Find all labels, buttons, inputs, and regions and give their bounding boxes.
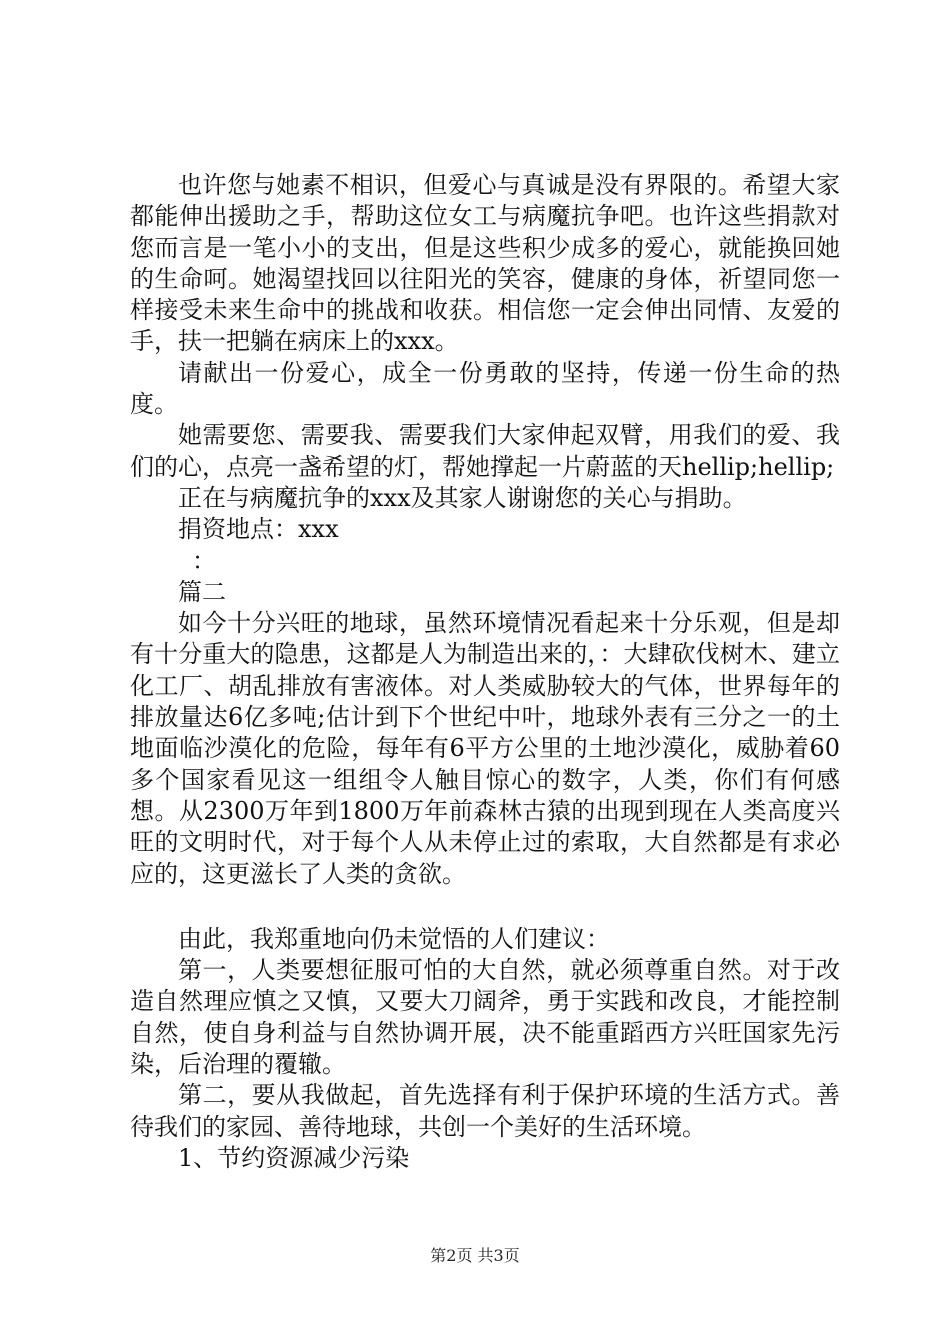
paragraph: 她需要您、需要我、需要我们大家伸起双臂，用我们的爱、我们的心，点亮一盏希望的灯，帮她撑起一片蔚蓝的天hellip;hellip; <box>130 421 840 481</box>
paragraph: 请献出一份爱心，成全一份勇敢的坚持，传递一份生命的热度。 <box>130 358 840 419</box>
list-item: 1、节约资源减少污染 <box>178 1143 410 1172</box>
paragraph: 捐资地点：xxx <box>178 515 339 544</box>
paragraph: 第一，人类要想征服可怕的大自然，就必须尊重自然。对于改造自然理应慎之又慎，又要大刀阔斧，勇于实践和改良，才能控制自然，使自身利益与自然协调开展，决不能重蹈西方兴旺国家先污染，后治理的覆辙。 <box>130 956 840 1079</box>
paragraph: 也许您与她素不相识，但爱心与真诚是没有界限的。希望大家都能伸出援助之手，帮助这位女工与病魔抗争吧。也许这些捐款对您而言是一笔小小的支出，但是这些积少成多的爱心，就能换回她的生命呵。她渴望找回以往阳光的笑容，健康的身体，祈望同您一样接受未来生命中的挑战和收获。相信您一定会伸出同情、友爱的手，扶一把躺在病床上的xxx。 <box>130 171 840 356</box>
paragraph: 由此，我郑重地向仍未觉悟的人们建议： <box>178 924 610 953</box>
paragraph: 如今十分兴旺的地球，虽然环境情况看起来十分乐观，但是却有十分重大的隐患，这都是人为制造出来的，：大肆砍伐树木、建立化工厂、胡乱排放有害液体。对人类威胁较大的气体，世界每年的排放量达6亿多吨;估计到下个世纪中叶，地球外表有三分之一的土地面临沙漠化的危险，每年有6平方公里的土地沙漠化，威胁着60多个国家看见这一组组令人触目惊心的数字，人类，你们有何感想。从2300万年到1800万年前森林古猿的出现到现在人类高度兴旺的文明时代，对于每个人从未停止过的索取，大自然都是有求必应的，这更滋长了人类的贪欲。 <box>130 609 840 888</box>
document-body <box>130 170 840 1174</box>
paragraph: 正在与病魔抗争的xxx及其家人谢谢您的关心与捐助。 <box>178 483 747 512</box>
paragraph: 第二，要从我做起，首先选择有利于保护环境的生活方式。善待我们的家园、善待地球，共创一个美好的生活环境。 <box>130 1081 840 1141</box>
section-heading: 篇二 <box>178 577 226 606</box>
page-footer: 第2页 共3页 <box>430 1246 520 1265</box>
paragraph: ： <box>192 546 216 575</box>
paragraph-gap <box>130 890 840 924</box>
